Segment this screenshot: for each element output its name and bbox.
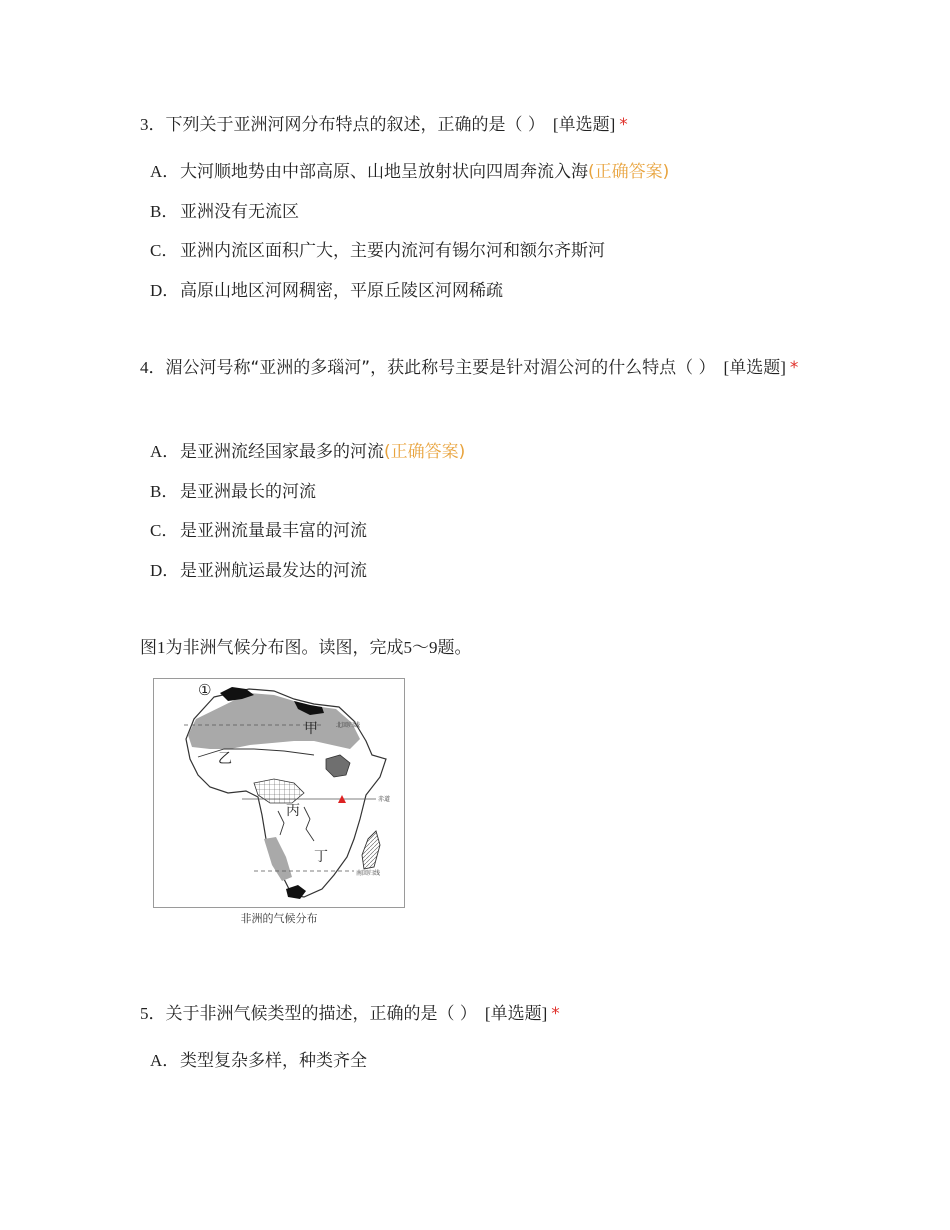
question-text: 下列关于亚洲河网分布特点的叙述，正确的是（ ） [165,115,545,135]
option-d[interactable] [150,551,465,591]
correct-answer-label: (正确答案) [384,442,466,462]
question-text: 关于非洲气候类型的描述，正确的是（ ） [165,1004,477,1024]
option-letter: D． [150,560,180,580]
option-c[interactable] [150,231,669,271]
option-text: 大河顺地势由中部高原、山地呈放射状向四周奔流入海 [180,162,588,182]
option-letter: A． [150,442,180,461]
option-text: 高原山地区河网稠密，平原丘陵区河网稀疏 [180,280,503,301]
question-number: 3． [140,115,166,134]
option-letter: A． [150,162,180,181]
option-text: 是亚洲流量最丰富的河流 [180,521,367,541]
required-asterisk: * [619,115,628,135]
intro-question-range: 5～9 [403,638,438,657]
tropic-capricorn-label: 南回归线 [356,870,381,877]
region-label-ding: 丁 [314,849,328,865]
option-letter: C． [150,241,179,260]
required-asterisk: * [789,358,799,378]
question-3-stem [140,106,810,144]
question-type-tag: [单选题] [552,115,616,134]
intro-figure-number: 1 [157,638,166,657]
question-type-tag: [单选题] [723,358,786,377]
option-text: 是亚洲航运最发达的河流 [180,560,367,581]
option-a[interactable] [150,1041,367,1081]
option-letter: D． [150,280,180,300]
required-asterisk: * [551,1004,560,1024]
africa-climate-figure [153,678,405,928]
question-type-tag: [单选题] [484,1004,548,1023]
correct-answer-label: (正确答案) [588,162,670,182]
option-letter: B． [150,201,179,221]
figure-caption: 非洲的气候分布 [240,912,318,925]
option-b[interactable] [150,472,465,512]
option-a[interactable] [150,432,465,472]
question-number: 5． [140,1004,166,1023]
tropic-cancer-label: 北回归线 [336,722,361,729]
option-letter: A． [150,1051,180,1070]
option-a[interactable] [150,152,669,192]
question-4-options [150,432,465,590]
intro-text: 题。 [437,638,472,658]
question-5-stem [140,995,810,1033]
africa-map-svg [154,679,404,907]
question-text: 湄公河号称“亚洲的多瑙河”，获此称号主要是针对湄公河的什么特点（ ） [165,358,716,378]
equator-label: 赤道 [378,796,391,803]
option-d[interactable] [150,271,669,311]
option-letter: C． [150,521,179,540]
option-text: 是亚洲流经国家最多的河流 [180,442,384,462]
option-text: 类型复杂多样，种类齐全 [180,1051,367,1071]
option-text: 亚洲内流区面积广大，主要内流河有锡尔河和额尔齐斯河 [180,241,605,261]
africa-climate-map [153,678,405,908]
question-3-options [150,152,669,310]
question-number: 4． [140,358,166,377]
figure-intro-text [140,633,472,663]
region-label-circled-one: ① [198,681,212,699]
region-label-bing: 丙 [286,803,300,819]
option-c[interactable] [150,511,465,551]
option-b[interactable] [150,192,669,232]
option-text: 是亚洲最长的河流 [180,481,316,502]
option-letter: B． [150,481,179,501]
question-5-options [150,1041,367,1081]
intro-text: 为非洲气候分布图。读图，完成 [165,638,404,658]
option-text: 亚洲没有无流区 [180,201,299,222]
question-4-stem [140,349,810,387]
intro-text: 图 [140,638,157,658]
madagascar [362,831,380,869]
region-label-jia: 甲 [304,721,318,737]
region-label-yi: 乙 [218,751,232,767]
